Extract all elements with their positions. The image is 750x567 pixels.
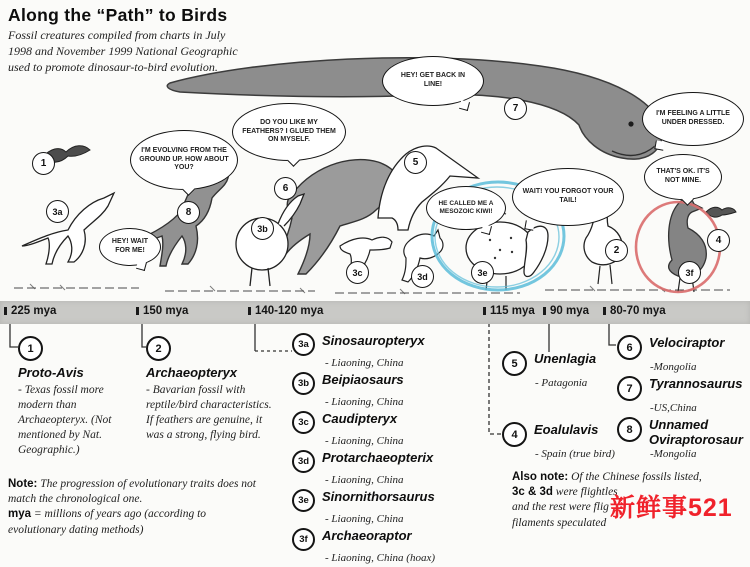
legend-name: Archaeoraptor <box>322 528 412 543</box>
timeline-label: 80-70 mya <box>610 305 666 317</box>
legend-circle-6: 6 <box>617 335 642 360</box>
legend-location: - Liaoning, China <box>325 357 404 369</box>
badge-3e: 3e <box>471 261 494 284</box>
page-subtitle: Fossil creatures compiled from charts in July 1998 and November 1999 National Geographic used to promote dinosaur-to-bird evolution. <box>8 28 238 74</box>
legend-circle-1: 1 <box>18 336 43 361</box>
badge-3d: 3d <box>411 265 434 288</box>
legend-location: -US,China <box>650 402 697 414</box>
timeline-marker-150 <box>136 305 188 317</box>
speech-text: HEY! GET BACK IN LINE! <box>400 72 466 88</box>
eoalulavis-bird <box>706 207 736 217</box>
legend-circle-3a: 3a <box>292 333 315 356</box>
legend-circle-2: 2 <box>146 336 171 361</box>
legend-name: Protarchaeopterix <box>322 450 434 465</box>
speech-text: HE CALLED ME A MESOZOIC KIWI! <box>438 199 494 215</box>
badge-3c: 3c <box>346 261 369 284</box>
badge-5: 5 <box>404 151 427 174</box>
speech-bubble-get-back <box>382 56 484 106</box>
legend-circle-3e: 3e <box>292 489 315 512</box>
legend-name: Sinornithorsaurus <box>322 489 435 504</box>
timeline-marker-115 <box>483 305 535 317</box>
badge-1: 1 <box>32 152 55 175</box>
badge-4: 4 <box>707 229 730 252</box>
speech-text: HEY! WAIT FOR ME! <box>111 238 149 254</box>
timeline-bar <box>0 301 750 324</box>
speech-bubble-evolving <box>130 130 238 190</box>
trex-eye <box>628 121 633 126</box>
legend-name: Beipiaosaurs <box>322 372 404 387</box>
legend-name: Tyrannosaurus <box>649 376 743 391</box>
speech-bubble-mesozoic-kiwi <box>426 186 506 230</box>
badge-3f: 3f <box>678 261 701 284</box>
ground-lines <box>14 284 730 294</box>
speech-text: DO YOU LIKE MY FEATHERS? I GLUED THEM ON MYSELF. <box>242 118 336 144</box>
timeline-marker-140-120 <box>248 305 323 317</box>
speech-bubble-thats-ok <box>644 154 722 200</box>
legend-name: Archaeopteryx <box>146 365 238 380</box>
speech-text: I'M EVOLVING FROM THE GROUND UP. HOW ABOUT YOU? <box>139 146 229 172</box>
legend-location: -Mongolia <box>650 448 697 460</box>
legend-location: - Patagonia <box>535 377 588 389</box>
legend-location: - Spain (true bird) <box>535 448 615 460</box>
page-title: Along the “Path” to Birds <box>8 5 228 25</box>
legend-circle-3d: 3d <box>292 450 315 473</box>
badge-7: 7 <box>504 97 527 120</box>
legend-location: -Mongolia <box>650 361 697 373</box>
legend-circle-4: 4 <box>502 422 527 447</box>
note-text: were flightles <box>555 486 618 499</box>
watermark-text: 新鲜事521 <box>610 494 733 522</box>
legend-location: - Liaoning, China <box>325 474 404 486</box>
legend-circle-3b: 3b <box>292 372 315 395</box>
timeline-label: 225 mya <box>11 305 57 317</box>
legend-location: - Liaoning, China <box>325 396 404 408</box>
legend-circle-8: 8 <box>617 417 642 442</box>
legend-circle-5: 5 <box>502 351 527 376</box>
speech-bubble-feathers <box>232 103 346 161</box>
legend-name: Eoalulavis <box>534 422 599 437</box>
note-text: = millions of years ago (according to evolutionary dating methods) <box>8 508 207 536</box>
speech-bubble-underdressed <box>642 92 744 146</box>
timeline-label: 150 mya <box>143 305 189 317</box>
legend-circle-7: 7 <box>617 376 642 401</box>
legend-circle-3c: 3c <box>292 411 315 434</box>
legend-location: - Liaoning, China <box>325 513 404 525</box>
note-text: Of the Chinese fossils listed, <box>571 471 702 483</box>
note-text: filaments speculated <box>512 516 607 529</box>
badge-8: 8 <box>177 201 200 224</box>
badge-3a: 3a <box>46 200 69 223</box>
speech-bubble-wait-for-me <box>99 228 161 266</box>
note-label-mya: mya <box>8 508 32 521</box>
legend-location: - Liaoning, China (hoax) <box>325 552 435 564</box>
speech-text: WAIT! YOU FORGOT YOUR TAIL! <box>522 188 614 204</box>
timeline-marker-225 <box>4 305 56 317</box>
badge-3b: 3b <box>251 217 274 240</box>
note-label: Also note: <box>512 471 569 483</box>
timeline-label: 115 mya <box>490 305 535 317</box>
note-label: Note: <box>8 478 38 490</box>
legend-name: Caudipteryx <box>322 411 398 426</box>
cartoon-illustration <box>0 50 750 302</box>
timeline-label: 140-120 mya <box>255 305 324 317</box>
legend-name: Unenlagia <box>534 351 597 366</box>
badge-6: 6 <box>274 177 297 200</box>
timeline-marker-90 <box>543 305 589 317</box>
legend-desc: - Texas fossil more modern than Archaeopteryx. (Not mentioned by Nat. Geographic.) <box>18 384 112 456</box>
legend-circle-3f: 3f <box>292 528 315 551</box>
timeline-marker-80-70 <box>603 305 666 317</box>
legend-desc: - Bavarian fossil with reptile/bird characteristics. If feathers are genuine, it was a strong, flying bird. <box>146 384 272 441</box>
timeline-label: 90 mya <box>550 305 590 317</box>
legend-name: Unnamed Oviraptorosaur <box>649 417 743 447</box>
legend-location: - Liaoning, China <box>325 435 404 447</box>
speech-text: I'M FEELING A LITTLE UNDER DRESSED. <box>656 110 730 126</box>
legend-name: Sinosauropteryx <box>322 333 425 348</box>
legend-name: Velociraptor <box>649 335 725 350</box>
badge-2: 2 <box>605 239 628 262</box>
note-text: and the rest were flig <box>512 501 609 514</box>
speech-text: THAT'S OK. IT'S NOT MINE. <box>656 168 710 184</box>
speech-bubble-forgot-tail <box>512 168 624 226</box>
legend-name: Proto-Avis <box>18 365 84 380</box>
note-text: The progression of evolutionary traits does not match the chronological one. <box>8 478 256 506</box>
note-bold-refs: 3c & 3d <box>512 486 553 499</box>
